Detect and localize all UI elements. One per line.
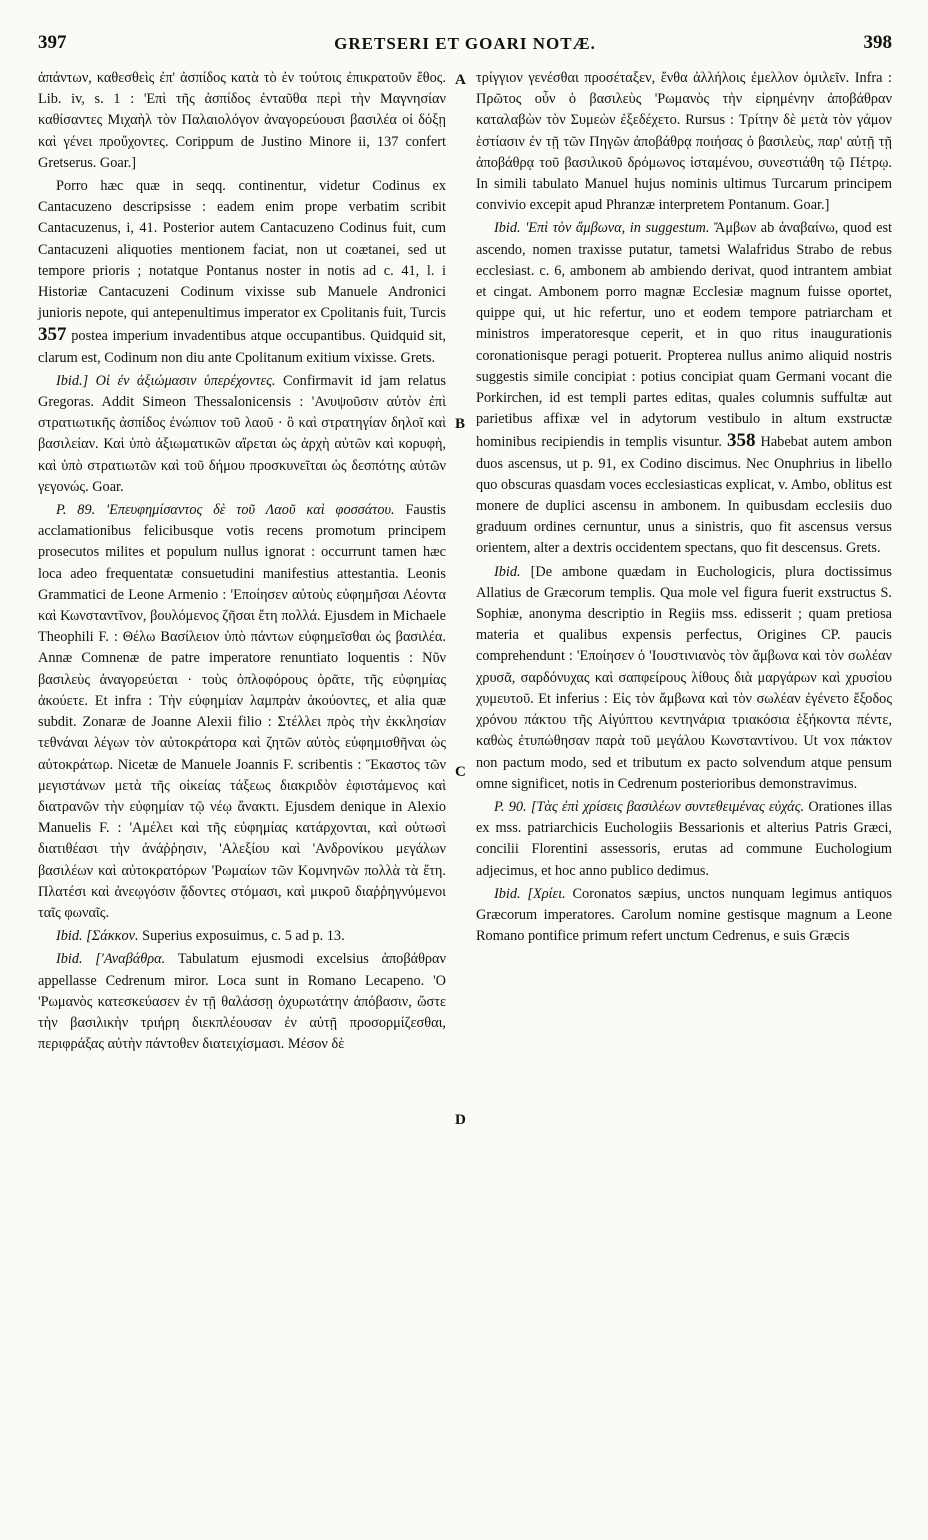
margin-letter-a: A bbox=[455, 72, 466, 88]
inline-number: 358 bbox=[727, 430, 756, 452]
lemma: Ibid. ['Αναβάθρα. bbox=[56, 951, 166, 968]
running-title: GRETSERI ET GOARI NOTÆ. bbox=[334, 34, 596, 53]
lemma: P. 89. 'Επευφημίσαντος δὲ τοῦ Λαοῦ καὶ φοσσάτου. bbox=[56, 502, 395, 519]
lemma: Ibid. [Χρίει. bbox=[494, 885, 566, 902]
paragraph: Ibid.] Οἱ ἐν ἀξιώμασιν ὑπερέχοντες. Confirmavit id jam relatus Gregoras. Addit Simeon Thessalonicensis : 'Ανυψοῦσιν αὐτὸν ἐπὶ στρατιωτικῆς ἀσπίδος ἐνώπιον τοῦ λαοῦ · ὃ καὶ στρατηγίαν δηλοῖ καὶ βασιλείαν. Καὶ ὑπὸ ἀξιωματικῶν αἴρεται ὡς ἀρχὴ αὐτῶν καὶ κορυφὴ, καὶ ὑπὸ στρατιωτῶν καὶ τοῦ δήμου προσκυνεῖται ὡς δεσπότης αὐτῶν γεγονώς. Goar. bbox=[38, 372, 446, 495]
left-column bbox=[38, 68, 446, 1057]
margin-letter-c: C bbox=[455, 764, 466, 780]
margin-letter-d: D bbox=[455, 1112, 466, 1128]
paragraph: Ibid. [De ambone quædam in Euchologicis, plura doctissimus Allatius de Græcorum templis. Qua mole vel figura fuerit exstructus S. Sophiæ, anonyma descriptio in Regiis mss. edisserit ; quam pretiosa materia et qualibus expensis perfectus, Origines CP. paucis comprehendunt : 'Εποίησεν ὁ 'Ιουστινιανὸς τὸν ἄμβωνα καὶ τὸν σωλέαν χρυσᾶ, σαρδόνυχας καὶ σαπφείρους λίθους διὰ μαργάρων καὶ χρυσίου χυμευτοῦ. Et inferius : Εἰς τὸν ἄμβωνα καὶ τὸν σωλέαν ἐγένετο ἔξοδος χρόνου πάκτου τῆς Αἰγύπτου κεντηνάρια τριακόσια ἑξήκοντα πέντε, καθὼς ἐτυπώθησαν παρὰ τοῦ μεγάλου Κωνσταντίνου. Ut vox πάκτον non pactum modo, sed et tributum ex pacto solvendum atque pensum omne significet, notis in Cedrenum posterioribus demonstravimus. bbox=[476, 563, 893, 792]
margin-letter-b: B bbox=[455, 416, 466, 432]
paragraph: Ibid. [Χρίει. Coronatos sæpius, unctos nunquam legimus antiquos Græcorum imperatores. Carolum nomine gestisque magnum a Leone Romano pontifice primum refert unctum Cedrenus, e suis Græcis bbox=[476, 885, 893, 945]
lemma: Ibid. 'Επὶ τὸν ἄμβωνα, in suggestum. bbox=[494, 220, 710, 237]
lemma: Ibid. [Σάκκον. bbox=[56, 928, 139, 945]
lemma: P. 90. [Τὰς ἐπὶ χρίσεις βασιλέων συντεθειμένας εὐχάς. bbox=[494, 798, 805, 815]
paragraph: Ibid. 'Επὶ τὸν ἄμβωνα, in suggestum. Ἄμβων ab ἀναβαίνω, quod est ascendo, nomen traxisse putatur, tametsi Walafridus Strabo de rebus ecclesiast. c. 6, ambonem ab ambiendo derivat, quod intrantem ambiat et cingat. Ambonem porro magnæ Ecclesiæ magnum fuisse oportet, quippe qui, ut hic refertur, uno et eodem tempore patriarcham et ministros imperatoresque ceperit, et in quo ritus inaugurationis coronationisque peragi potuerit. Propterea nullus animo aliquid nostris suggestis simile concipiat : potius concipiat quam Germani vocant die Porkirchen, id est templi partes editas, quales columnis suffultæ aut parietibus affixæ vel in adytorum vestibulo in altum exstructæ hominibus recipiendis in templis visuntur. 358 Habebat autem ambon duos ascensus, ut p. 91, ex Codino discimus. Nec Onuphrius in libello quo obscuras quasdam voces ecclesiasticas explicat, v. Ambo, oblitus est monere de duplici ascensu in ambonem. In quibusdam ecclesiis duo graduum ordines cernuntur, unus a sinistris, quo fit ascensus versus orientem, alter a dextris occidentem spectans, quo fit descensus. Grets. bbox=[476, 220, 893, 557]
paragraph: P. 90. [Τὰς ἐπὶ χρίσεις βασιλέων συντεθειμένας εὐχάς. Orationes illas ex mss. patriarchicis Euchologiis Bessarionis et alterius Patris Græci, concilii Florentini assessoris, erutas ad commune Euchologium adjecimus, et hoc anno publico dedimus. bbox=[476, 798, 893, 879]
paragraph: ἁπάντων, καθεσθεὶς ἐπ' ἀσπίδος κατὰ τὸ ἐν τούτοις ἐπικρατοῦν ἔθος. Lib. iv, s. 1 : 'Επὶ τῆς ἀσπίδος ἐνταῦθα περὶ τὴν Μαγνησίαν καθίσαντες Μιχαὴλ τὸν Παλαιολόγον ἀναγορεύουσι βασιλέα οἱ δόξῃ καὶ γένει προὔχοντες. Corippum de Justino Minore ii, 137 confert Gretserus. Goar.] bbox=[38, 70, 446, 171]
paragraph: P. 89. 'Επευφημίσαντος δὲ τοῦ Λαοῦ καὶ φοσσάτου. Faustis acclamationibus felicibusque votis recens promotum principem prosecutos milites et populum nullus ignorat : occurrunt tamen hæc loca adeo frequentatæ consuetudini manifestius attestantia. Leonis Grammatici de Leone Armenio : 'Εποίησεν αὐτοὺς εὐφημῆσαι Λέοντα καὶ Κωνσταντῖνον, βουλόμενος ζῆσαι ἔτη πολλά. Ejusdem in Michaele Theophili F. : Θέλω Βασίλειον ὑπὸ πάντων εὐφημεῖσθαι ὡς βασιλέα. Annæ Comnenæ de patre imperatore renuntiato loquentis : Νῦν βασιλεὺς ἀναγορεύεται · τοὺς ὁπλοφόρους ὁρᾶτε, τῆς εὐφημίας ἀκούετε. Et infra : Τὴν εὐφημίαν λαμπρὰν ἀκούοντες, et alia quæ subdit. Zonaræ de Joanne Alexii filio : Στέλλει πρὸς τὴν ἐκκλησίαν τεθνάναι λέγων τὸν αὐτοκράτορα καὶ ζητῶν αὐτὸς εὐφημισθῆναι ὡς αὐτοκράτωρ. Nicetæ de Manuele Joannis F. scribentis : Ἕκαστος τῶν μεγιστάνων μετὰ τῆς οἰκείας τάξεως διακριδὸν ἐφιστάμενος καὶ διατρανῶν τὴν εὐφημίαν τῷ νέῳ ἄνακτι. Ejusdem denique in Alexio Manuelis F. : 'Αμέλει καὶ τῆς εὐφημίας κατάρχονται, καὶ οὑτωσὶ διατιθέασι τὴν ἀνάῤῥησιν, 'Αλεξίου καὶ 'Ανδρονίκου μεγάλων βασιλέων καὶ αὐτοκρατόρων 'Ρωμαίων τῶν Κομνηνῶν πολλὰ τὰ ἔτη. Πλατέσι καὶ ἀνεῳγόσιν ᾄδοντες στόμασι, καὶ μικροῦ διαῤῥηγνύμενοι ταῖς φωναῖς. bbox=[38, 502, 446, 921]
running-header bbox=[38, 32, 892, 62]
paragraph: Ibid. [Σάκκον. Superius exposuimus, c. 5 ad p. 13. bbox=[56, 928, 345, 945]
lemma: Ibid. bbox=[494, 563, 521, 580]
right-column bbox=[476, 68, 892, 949]
inline-number: 357 bbox=[38, 324, 67, 346]
paragraph: Porro hæc quæ in seqq. continentur, videtur Codinus ex Cantacuzeno descripsisse : eadem enim prope verbatim scribit Cantacuzenus, i, 41. Posterior autem Cantacuzeno Codinus fuit, cum Cantacuzeni aliquoties mentionem faciat, non ut coætanei, sed ut tempore prioris ; notatque Pontanus noster in notis ad c. 41, l. i Historiæ Cantacuzeni Codinum vixisse sub Manuele Andronici junioris nepote, qui antepenultimus imperator ex Cpolitanis fuit, Turcis 357 postea imperium invadentibus atque occupantibus. Quidquid sit, clarum est, Codinum non diu ante Cpolitanum exitium vixisse. Grets. bbox=[38, 178, 447, 366]
page-number-right: 398 bbox=[863, 32, 892, 53]
page-number-left: 397 bbox=[38, 32, 67, 53]
paragraph: Ibid. ['Αναβάθρα. Tabulatum ejusmodi excelsius ἀποβάθραν appellasse Cedrenum miror. Loca sunt in Romano Lecapeno. 'Ο 'Ρωμανὸς κατεσκεύασεν ἐν τῇ θαλάσσῃ ὀχυρωτάτην ἀπόβασιν, ὥστε τὴν βασιλικὴν τριήρη διεκπλέουσαν ἐν αὐτῇ προσορμίζεσθαι, περιφράξας αὐτὴν πάντοθεν διατειχίσμασι. Μέσον δὲ bbox=[38, 951, 447, 1053]
paragraph: τρίγγιον γενέσθαι προσέταξεν, ἔνθα ἀλλήλοις ἐμελλον ὁμιλεῖν. Infra : Πρῶτος οὖν ὁ βασιλεὺς 'Ρωμανὸς τὴν εἰρημένην ἀποβάθραν καταλαβὼν τὸν Συμεὼν ἐξεδέχετο. Rursus : Τρίτην δὲ μετὰ τὸν γάμον ἑστίασιν ἐν τῇ τῶν Πηγῶν ἀποβάθρᾳ ποιήσας ὁ βασιλεὺς, παρ' αὐτῇ τῇ ἀποβάθρᾳ τοῦ βασιλικοῦ δρόμωνος ἱσταμένου, συνεστιάθη τῷ Πέτρῳ. In simili tabulato Manuel hujus nominis ultimus Turcarum principem convivio excepit apud Phranzæ interpretem Pontanum. Goar.] bbox=[476, 70, 892, 214]
lemma: Ibid.] Οἱ ἐν ἀξιώμασιν ὑπερέχοντες. bbox=[56, 372, 276, 389]
